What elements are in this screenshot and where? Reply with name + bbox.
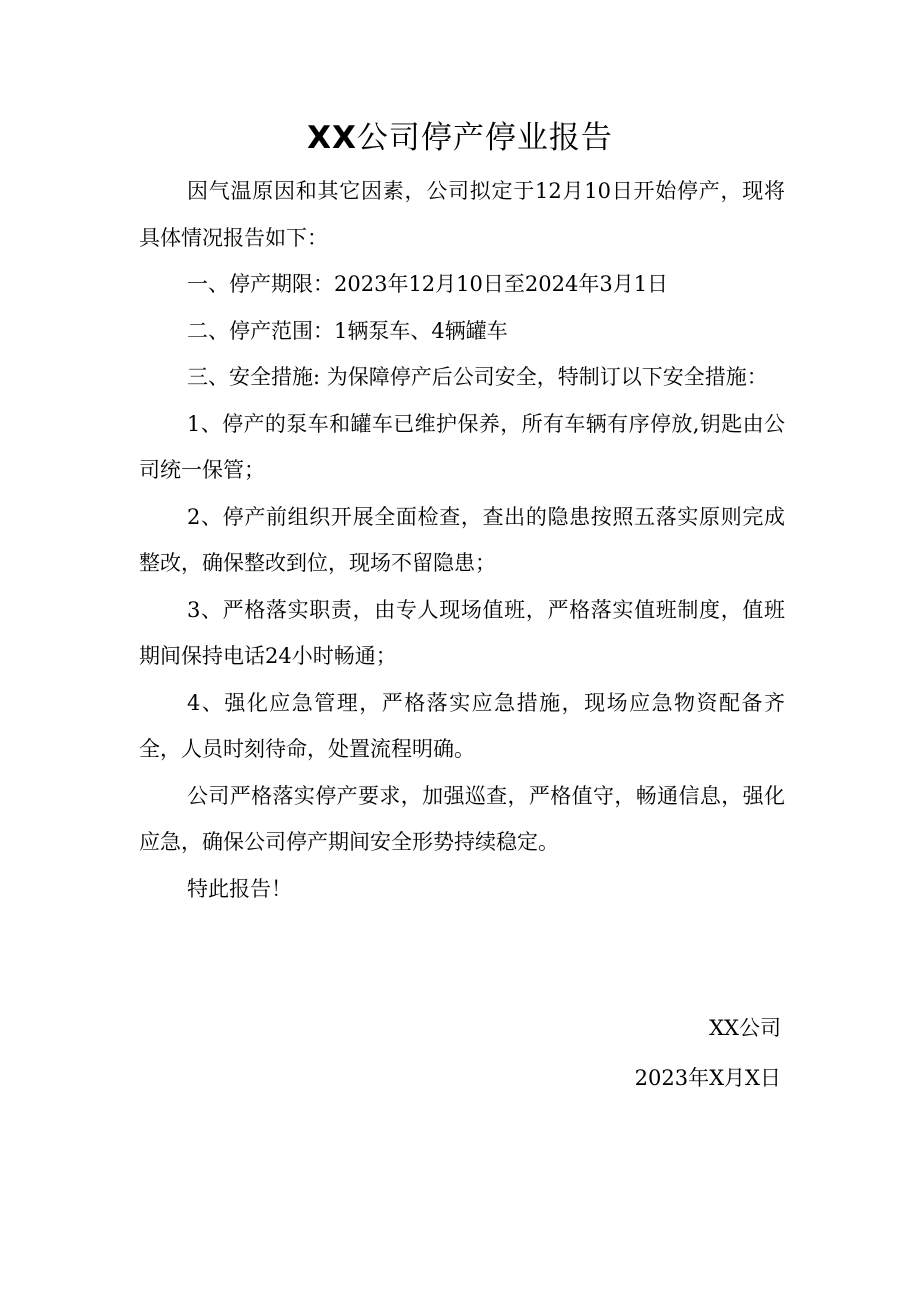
paragraph-conclusion: 公司严格落实停产要求，加强巡查，严格值守，畅通信息，强化应急，确保公司停产期间安全形势持续稳定。 <box>139 783 785 854</box>
title-main: 公司停产停业报告 <box>356 120 613 156</box>
paragraph-period: 一、停产期限：2023年12月10日至2024年3月1日 <box>187 272 669 296</box>
paragraph-measure-4: 4、强化应急管理，严格落实应急措施，现场应急物资配备齐全，人员时刻待命，处置流程明确。 <box>139 690 785 761</box>
paragraph-scope: 二、停产范围：1辆泵车、4辆罐车 <box>187 318 508 343</box>
paragraph-intro: 因气温原因和其它因素，公司拟定于12月10日开始停产，现将具体情况报告如下： <box>139 179 785 250</box>
signature-date: 2023年X月X日 <box>634 1066 781 1090</box>
paragraph-safety-measures: 三、安全措施: 为保障停产后公司安全，特制订以下安全措施： <box>187 365 768 389</box>
paragraph-closing: 特此报告！ <box>187 876 292 901</box>
signature-company: XX公司 <box>709 1016 781 1040</box>
title-prefix: XX <box>307 120 357 156</box>
document-body <box>139 168 785 912</box>
paragraph-measure-2: 2、停产前组织开展全面检查，查出的隐患按照五落实原则完成整改，确保整改到位，现场不留隐患； <box>139 504 785 575</box>
paragraph-measure-3: 3、严格落实职责，由专人现场值班，严格落实值班制度，值班期间保持电话24小时畅通； <box>139 597 785 668</box>
paragraph-measure-1: 1、停产的泵车和罐车已维护保养，所有车辆有序停放,钥匙由公司统一保管； <box>139 411 785 482</box>
document-title <box>0 114 920 162</box>
